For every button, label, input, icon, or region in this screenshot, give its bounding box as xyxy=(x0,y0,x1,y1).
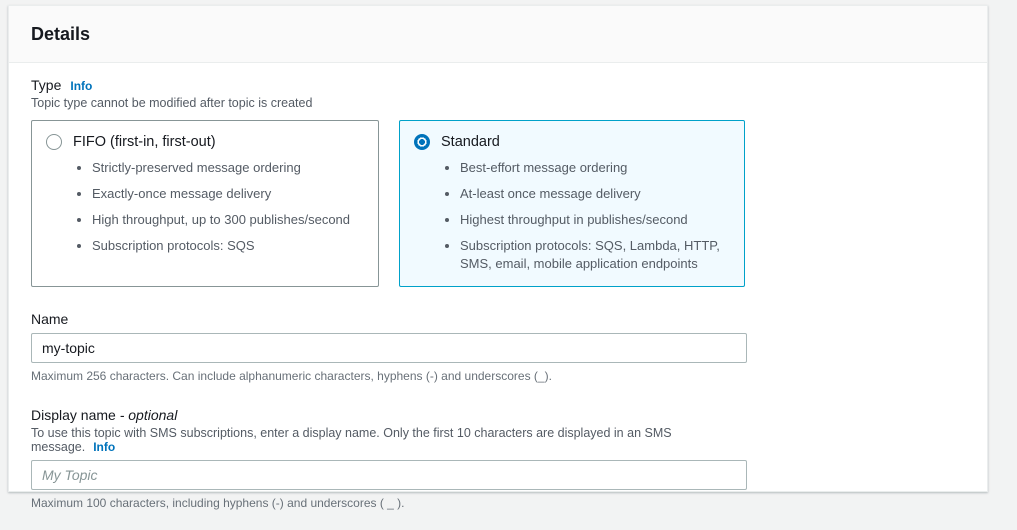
fifo-option-tile[interactable] xyxy=(31,120,379,287)
display-name-helper-text: Maximum 100 characters, including hyphens (-) and underscores ( _ ). xyxy=(31,496,405,511)
type-label: Type xyxy=(31,77,62,93)
type-description: Topic type cannot be modified after topic is created xyxy=(31,96,313,110)
standard-bullet: • Subscription protocols: SQS, Lambda, HTTP, SMS, email, mobile application endpoints xyxy=(460,237,730,275)
fifo-radio[interactable] xyxy=(46,134,62,150)
details-panel-header xyxy=(9,6,987,63)
type-field xyxy=(31,77,747,287)
panel-title: Details xyxy=(31,23,91,44)
details-panel xyxy=(8,5,988,511)
display-name-input[interactable] xyxy=(31,460,747,490)
fifo-option-bullets xyxy=(46,159,364,255)
optional-suffix: - optional xyxy=(119,407,178,424)
display-name-info-link[interactable]: Info xyxy=(93,440,116,455)
fifo-bullet: • Subscription protocols: SQS xyxy=(92,237,364,256)
name-input[interactable] xyxy=(31,333,747,363)
fifo-option-title: FIFO (first-in, first-out) xyxy=(73,134,216,150)
standard-option-bullets xyxy=(414,159,730,274)
fifo-bullet: • Strictly-preserved message ordering xyxy=(92,159,364,178)
standard-bullet: • At-least once message delivery xyxy=(460,185,730,204)
display-name-description: To use this topic with SMS subscriptions, enter a display name. Only the first 10 characters are displayed in an SMS message. Info xyxy=(31,426,672,455)
type-info-link[interactable]: Info xyxy=(70,79,93,93)
standard-bullet: • Best-effort message ordering xyxy=(460,159,730,178)
standard-bullet: • Highest throughput in publishes/second xyxy=(460,211,730,230)
display-name-field-group xyxy=(31,407,747,510)
standard-option-title: Standard xyxy=(441,134,500,150)
name-field-group xyxy=(31,311,747,383)
fifo-bullet: • Exactly-once message delivery xyxy=(92,185,364,204)
name-label: Name xyxy=(31,311,69,328)
standard-option-tile[interactable] xyxy=(399,120,745,287)
display-name-label: Display name - optional xyxy=(31,407,178,424)
details-panel-body xyxy=(9,63,987,530)
fifo-bullet: • High throughput, up to 300 publishes/second xyxy=(92,211,364,230)
name-helper-text: Maximum 256 characters. Can include alphanumeric characters, hyphens (-) and underscores (_). xyxy=(31,369,552,384)
topic-type-options xyxy=(31,120,747,287)
standard-radio[interactable] xyxy=(414,134,430,150)
